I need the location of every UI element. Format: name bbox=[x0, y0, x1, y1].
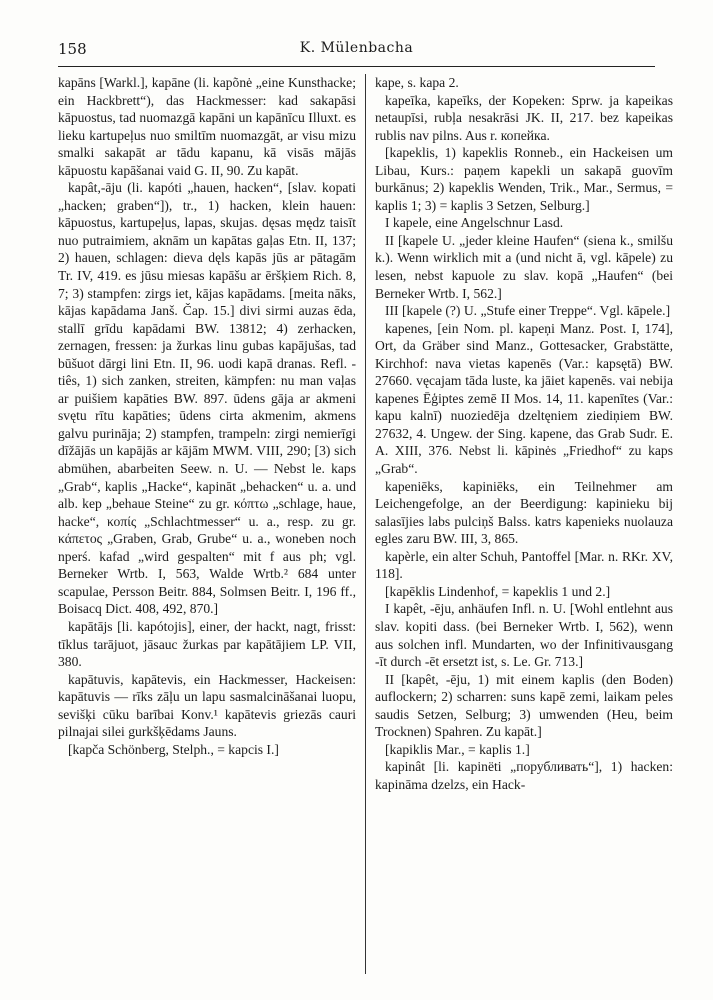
entry-kapet-2: II [kapêt, -ēju, 1) mit einem kaplis (den Boden) auflockern; 2) scharren: suns kapē zemi, laikam peles saudis Setzen, Selburg; 3) umwenden (Heu, beim Trocknen) Spahren. Zu kapāt.] bbox=[375, 671, 673, 740]
entry-kaperle: kapèrle, ein alter Schuh, Pantoffel [Mar. n. RKr. XV, 118]. bbox=[375, 548, 673, 582]
header-rule bbox=[58, 66, 655, 67]
entry-kapet-1: I kapêt, -ēju, anhäufen Infl. n. U. [Wohl entlehnt aus slav. kopiti dass. (bei Berneker Wrtb. I, 562), wenn aus solchen infl. Mundarten, wo der Infinitivausgang -īt durch -ēt ersetzt ist, s. Le. Gr. 713.] bbox=[375, 601, 673, 670]
entry-kapele-2: II [kapele U. „jeder kleine Haufen“ (siena k., smilšu k.). Wenn wirklich mit a (und nicht ā, vgl. kāpele) zu lesen, nebst kapuole zu slav. kopā „Haufen“ (bei Berneker Wrtb. I, 562.] bbox=[375, 232, 673, 301]
entry-kapans: kapāns [Warkl.], kapāne (li. kapõnė „eine Kunsthacke; ein Hackbrett“), das Hackmesser: kad sakapāsi kāpuostus, tad nuomazgā kapāni un kapānīcu Illuxt. es lieku kartupeļus nuo smiltīm nuomazgāt, ar visu mizu smalki sakapāt ar tādu kapanu, kā visās mājās kāpuostu kapāšanai vaid G. II, 90. Zu kapāt. bbox=[58, 75, 356, 178]
entry-kapeklis: [kapeklis, 1) kapeklis Ronneb., ein Hackeisen um Libau, Kurs.: paņem kapekli un sakapā guovīm burkānus; 2) kapeklis Wenden, Trik., Mar., Sermus, = kaplis 1; 3) = kaplis 3 Setzen, Selburg.] bbox=[375, 145, 673, 213]
page-header bbox=[58, 40, 655, 64]
column-divider bbox=[365, 74, 366, 974]
entry-kapiklis: [kapiklis Mar., = kaplis 1.] bbox=[385, 741, 530, 757]
entry-kapele-1: I kapele, eine Angelschnur Lasd. bbox=[385, 215, 564, 231]
entry-kapeika: kapeīka, kapeīks, der Kopeken: Sprw. ja kapeikas netaupīsi, rubļa nesakrāsi JK. II, 217. bez kapeikas rublis nav pilns. Aus r. копейка. bbox=[375, 92, 673, 143]
running-head: K. Mülenbacha bbox=[299, 40, 414, 56]
entry-kapatuvis: kapātuvis, kapātevis, ein Hackmesser, Hackeisen: kapātuvis — rīks zāļu un lapu sasmalcināšanai luopu, sevišķi cūku barībai Konv.¹ kapātevis griezās cauri pilnajai silei gurkšķēdams Jauns. bbox=[58, 671, 356, 740]
left-column bbox=[58, 74, 356, 974]
right-column bbox=[375, 74, 673, 974]
entry-kapinat: kapinât [li. kapinëti „порубливать“], 1) hacken: kapināma dzelzs, ein Hack- bbox=[375, 759, 673, 792]
page-number: 158 bbox=[58, 40, 87, 58]
entry-kape: kape, s. kapa 2. bbox=[375, 75, 459, 90]
entry-kapat: kapât,-āju (li. kapóti „hauen, hacken“, [slav. kopati „hacken; graben“]), tr., 1) hacken, klein hauen: kāpuostus, kartupeļus, lapas, skujas. dęsas mędz taisīt nuo putraimiem, aknām un kapātas gaļas Etn. II, 137; 2) hauen, schlagen: dieva dęls kapās jūs ar pātagām Tr. IV, 419. es jūsu miesas kapāšu ar ēršķiem Rich. 8, 7; 3) stampfen: zirgs iet, kājas kapādams. [meita nāks, kājas kapādama Janš. Čap. 15.] divi sirmi auzas ēda, stallī grīdu kapādami BW. 13812; 4) zerhacken, zernagen, fressen: ja žurkas linu gubas kapājušas, tad būšuot dārgi lini Etn. II, 96. uodi kapā dranas. Refl. -tiês, 1) sich zanken, streiten, kämpfen: nu man vaļas ar puišiem kapāties BW. 897. ūdens gāja ar akmeni svętu rītu kapāties; ūdens cirta akmenim, akmens galvu purināja; 2) stampfen, trampeln: zirgi nemierīgi dīžājās un kapājās ar kājām MWM. VIII, 290; [3) sich abmühen, abarbeiten Seew. n. U. — Nebst le. kaps „Grab“, kaplis „Hacke“, kapināt „behacken“ u. a. und alb. kep „behaue Steine“ zu gr. κόπτω „schlage, haue, hacke“, κοπίς „Schlachtmesser“ u. a., resp. zu gr. κάπετος „Graben, Grab, Grube“ u. a., woneben noch nperś. kafad „wird gespalten“ mit f aus ph; vgl. Berneker Wrtb. I, 563, Walde Wrtb.² 684 unter scapulae, Persson Beitr. 884, Solmsen Beitr. I, 196 ff., Boisacq Dict. 408, 492, 870.] bbox=[58, 180, 356, 617]
entry-kapele-3: III [kapele (?) U. „Stufe einer Treppe“. Vgl. kāpele.] bbox=[385, 303, 671, 319]
entry-kapenes: kapenes, [ein Nom. pl. kapeņi Manz. Post. I, 174], Ort, da Gräber sind Manz., Gottesacker, Grabstätte, Kirchhof: nava vietas kapenēs (Var.: kapsętā) BW. 27660. vęcajam tāda luste, ka jāiet kapenēs. vai nebija kapenes Ēģiptes zemē II Mos. 14, 11. kapenītes (Var.: kapu kalnī) nuoziedēja dzeltęniem ziediņiem BW. 27632, 4. Ungew. der Sing. kapene, das Grab Sudr. E. A. XIII, 376. Nebst li. kāpinės „Friedhof“ zu kaps „Grab“. bbox=[375, 320, 673, 477]
entry-kapeklis-2: [kapēklis Lindenhof, = kapeklis 1 und 2.] bbox=[385, 583, 611, 599]
entry-kapca: [kapča Schönberg, Stelph., = kapcis I.] bbox=[68, 741, 279, 757]
entry-kapenieks: kapeniēks, kapiniēks, ein Teilnehmer am Leichengefolge, an der Beerdigung: kapinieku bij salasījies labs pulciņš Balss. katrs kapenieks nuolauza egles zaru BW. III, 3, 865. bbox=[375, 478, 673, 547]
entry-kapatajs: kapātājs [li. kapótojis], einer, der hackt, nagt, frisst: tīklus tarājuot, jāsauc žurkas par kapātājiem LP. VII, 380. bbox=[58, 618, 356, 670]
